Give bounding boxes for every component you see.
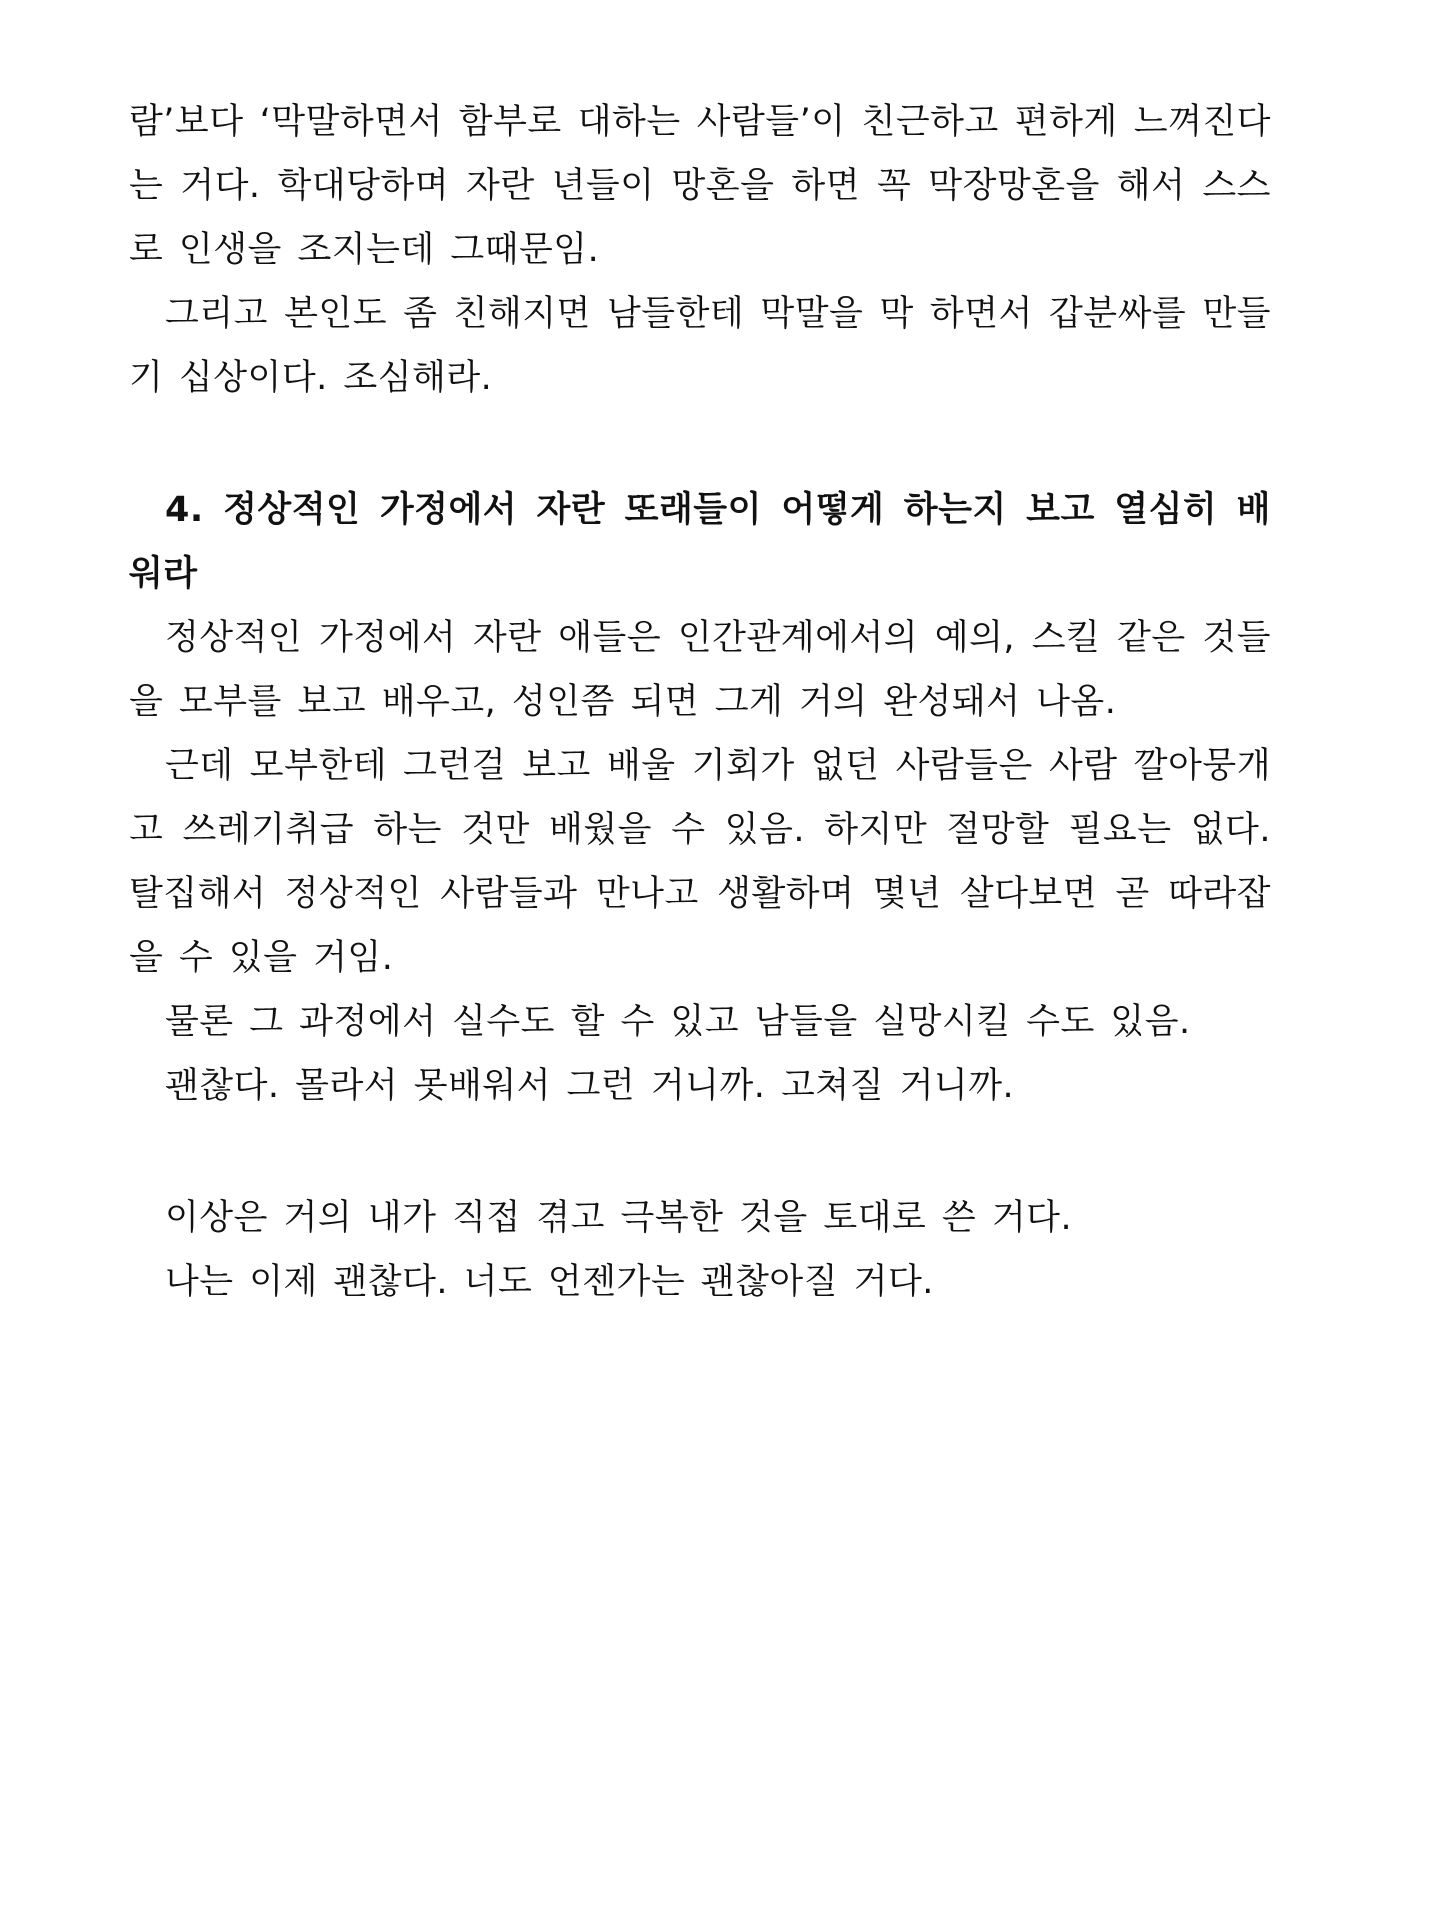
paragraph-its-okay: 괜찮다. 몰라서 못배워서 그런 거니까. 고쳐질 거니까. <box>165 1066 1015 1106</box>
paragraph-no-chance: 근데 모부한테 그런걸 보고 배울 기회가 없던 사람들은 사람 깔아뭉개고 쓰레기취급 하는 것만 배웠을 수 있음. 하지만 절망할 필요는 없다. 탈집해서 정상적인 사람들과 만나고 생활하며 몇년 살다보면 곧 따라잡을 수 있을 거임. <box>129 746 1271 978</box>
section-gap <box>129 1118 1271 1186</box>
paragraph-continued: 람’보다 ‘막말하면서 함부로 대하는 사람들’이 친근하고 편하게 느껴진다는 거다. 학대당하며 자란 년들이 망혼을 하면 꼭 막장망혼을 해서 스스로 인생을 조지는데 그때문임. <box>129 102 1271 270</box>
section-gap <box>129 410 1271 478</box>
paragraph-closing: 나는 이제 괜찮다. 너도 언젠가는 괜찮아질 거다. <box>165 1262 934 1302</box>
paragraph-mistakes: 물론 그 과정에서 실수도 할 수 있고 남들을 실망시킬 수도 있음. <box>165 1002 1191 1042</box>
section-heading-4: 4. 정상적인 가정에서 자란 또래들이 어떻게 하는지 보고 열심히 배워라 <box>129 490 1271 594</box>
document-body <box>129 90 1271 1314</box>
paragraph-experience: 이상은 거의 내가 직접 겪고 극복한 것을 토대로 쓴 거다. <box>165 1198 1073 1238</box>
paragraph-normal-family: 정상적인 가정에서 자란 애들은 인간관계에서의 예의, 스킬 같은 것들을 모부를 보고 배우고, 성인쯤 되면 그게 거의 완성돼서 나옴. <box>129 618 1271 722</box>
paragraph-caution: 그리고 본인도 좀 친해지면 남들한테 막말을 막 하면서 갑분싸를 만들기 십상이다. 조심해라. <box>129 294 1271 398</box>
